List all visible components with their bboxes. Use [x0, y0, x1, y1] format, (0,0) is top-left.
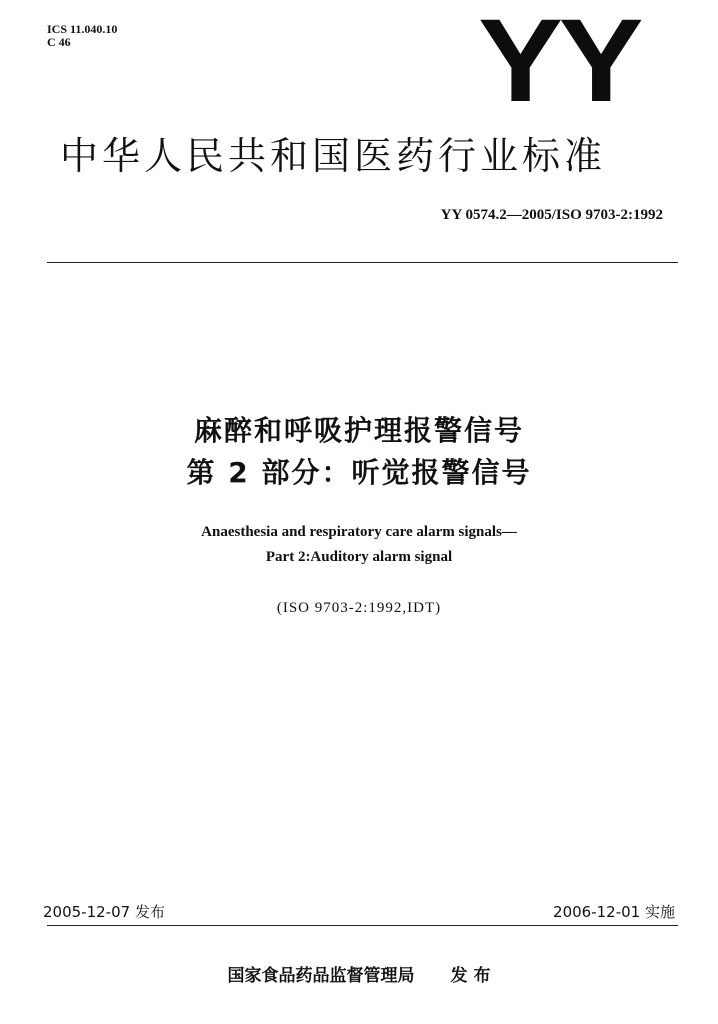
standard-type-heading: 中华人民共和国医药行业标准 — [60, 134, 607, 178]
english-title-line-2: Part 2:Auditory alarm signal — [265, 549, 453, 565]
classification-codes — [47, 23, 117, 49]
issuing-authority: 国家食品药品监督管理局 — [227, 966, 415, 986]
ccs-code: C 46 — [47, 35, 71, 49]
chinese-title-line-1: 麻醉和呼吸护理报警信号 — [193, 414, 524, 447]
iso-equivalence-reference: (ISO 9703-2:1992,IDT) — [276, 600, 442, 616]
standard-logo: YY — [478, 0, 640, 127]
standard-number: YY 0574.2—2005/ISO 9703-2:1992 — [440, 207, 663, 223]
issuing-authority-line — [0, 964, 718, 988]
english-title-line-1: Anaesthesia and respiratory care alarm signals— — [201, 524, 517, 540]
implementation-date: 2006-12-01 实施 — [553, 903, 675, 921]
chinese-title-line-2: 第 2 部分：听觉报警信号 — [186, 456, 532, 489]
ics-code: ICS 11.040.10 — [47, 22, 118, 36]
issue-label: 发 布 — [450, 966, 491, 986]
issue-date: 2005-12-07 发布 — [43, 903, 165, 921]
header-divider — [47, 262, 678, 263]
footer-divider — [47, 925, 678, 926]
